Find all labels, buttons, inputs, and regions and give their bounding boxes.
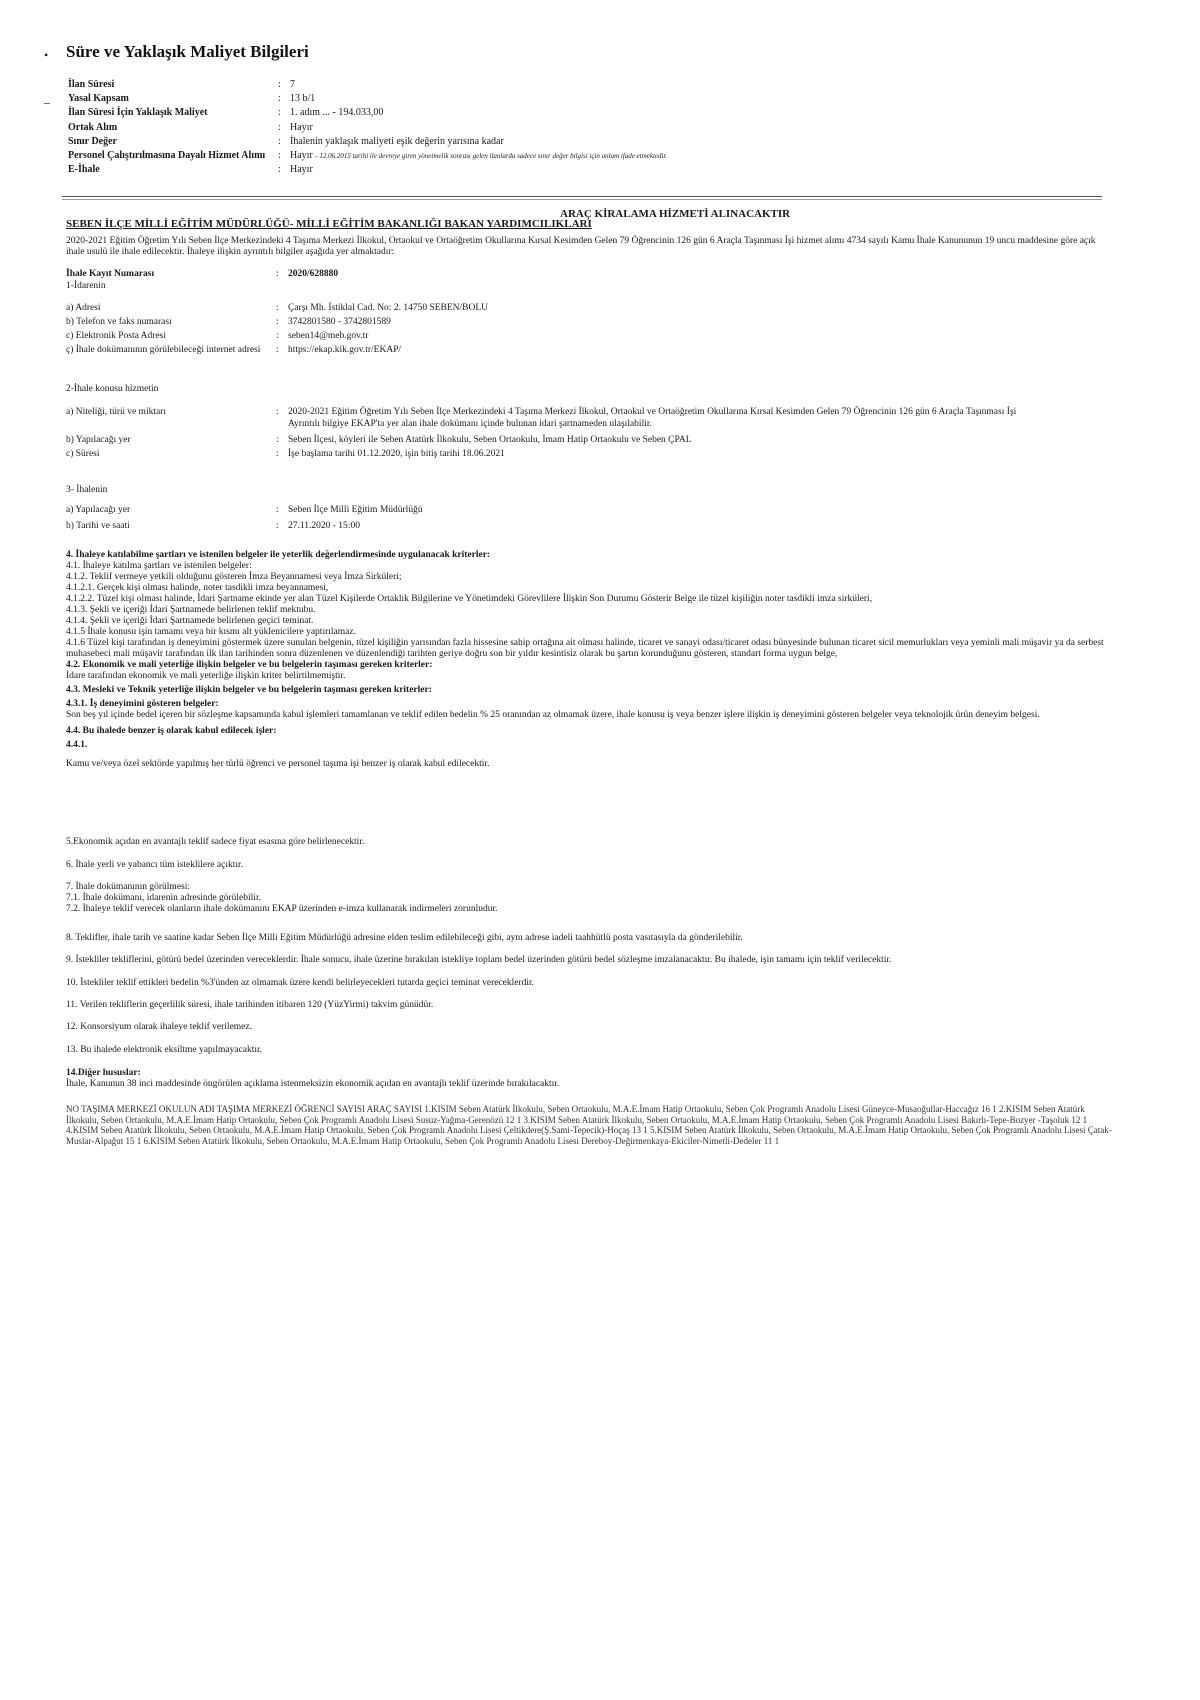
notice-title: ARAÇ KİRALAMA HİZMETİ ALINACAKTIR bbox=[560, 208, 791, 220]
konu-label: c) Süresi bbox=[66, 449, 100, 459]
idare-value: seben14@meb.gov.tr bbox=[288, 331, 369, 341]
konu-header: 2-İhale konusu hizmetin bbox=[66, 384, 159, 394]
section-4-4-title: 4.4. Bu ihalede benzer iş olarak kabul edilecek işler: bbox=[66, 726, 277, 736]
section-4-line: 4.1.3. Şekli ve içeriği İdari Şartnamede belirlenen teklif mektubu. bbox=[66, 605, 316, 615]
info-value: 1. adım ... - 194.033,00 bbox=[290, 107, 384, 119]
info-label: İlan Süresi bbox=[68, 79, 115, 90]
ihale-block: a) Yapılacağı yer : Seben İlçe Milli Eğitim Müdürlüğü b) Tarihi ve saati : 27.11.2020 - 15:00 bbox=[66, 504, 1126, 532]
ihale-label: b) Tarihi ve saati bbox=[66, 521, 130, 531]
info-label: Sınır Değer bbox=[68, 135, 117, 147]
intro-paragraph: 2020-2021 Eğitim Öğretim Yılı Seben İlçe Merkezindeki 4 Taşıma Merkezi İlkokul, Ortaokul ve Ortaöğretim Okullarına Kırsal Kesimden Gelen 79 Öğrencinin 126 gün 6 Araçla Taşınması İşi hizmet alımı 4734 sayılı Kamu İhale Kanununun 19 uncu maddesine göre açık ihale usulü ile ihale edilecektir. İhaleye ilişkin ayrıntılı bilgiler aşağıda yer almaktadır: bbox=[66, 236, 1096, 257]
section-4-line: 4.1.4. Şekli ve içeriği İdari Şartnamede belirlenen geçici teminat. bbox=[66, 616, 314, 626]
info-label: Yasal Kapsam bbox=[68, 93, 129, 105]
section-4-line: 4.1.2. Teklif vermeye yetkili olduğunu gösteren İmza Beyannamesi veya İmza Sirküleri; bbox=[66, 572, 402, 582]
idare-block: a) Adresi : Çarşı Mh. İstiklal Cad. No: 2. 14750 SEBEN/BOLU b) Telefon ve faks numarası : 3742801580 - 3742801589 c) Elektronik Posta Adresi : seben14@meb.gov.tr ç) İhale dokümanının görülebileceği internet adresi : https://ekap.kik.gov.tr/EKAP/ bbox=[66, 302, 1126, 356]
idare-label: ç) İhale dokümanının görülebileceği internet adresi bbox=[66, 345, 261, 355]
info-label: Personel Çalıştırılmasına Dayalı Hizmet Alımı bbox=[68, 149, 266, 161]
section-4-line: 4.1.2.2. Tüzel kişi olması halinde, İdari Şartname ekinde yer alan Tüzel Kişilerde Ortaklık Bilgilerine ve Yönetimdeki Görevlilere İlişkin Son Durumu Gösterir Belge ile tüzel kişiliğin noter tasdikli imza sirküleri, bbox=[66, 594, 873, 604]
section-11: 11. Verilen tekliflerin geçerlilik süresi, ihale tarihinden itibaren 120 (YüzYirmi) takvim günüdür. bbox=[66, 1000, 434, 1010]
section-7-line: 7.2. İhaleye teklif verecek olanların ihale dokümanını EKAP üzerinden e-imza kullanarak indirmeleri zorunludur. bbox=[66, 904, 498, 914]
registration-label: İhale Kayıt Numarası bbox=[66, 269, 155, 279]
section-4-2-text: İdare tarafından ekonomik ve mali yeterliğe ilişkin kriter belirtilmemiştir. bbox=[66, 671, 346, 681]
section-4-title: 4. İhaleye katılabilme şartları ve istenilen belgeler ile yeterlik değerlendirmesinde uygulanacak kriterler: bbox=[66, 550, 491, 560]
info-value: Hayır bbox=[290, 149, 313, 161]
section-4-3-1-title: 4.3.1. İş deneyimini gösteren belgeler: bbox=[66, 699, 219, 709]
info-label: İlan Süresi İçin Yaklaşık Maliyet bbox=[68, 107, 208, 119]
konu-block: a) Niteliği, türü ve miktarı : 2020-2021 Eğitim Öğretim Yılı Seben İlçe Merkezindeki 4 Taşıma Merkezi İlkokul, Ortaokul ve Ortaöğretim Okullarına Kırsal Kesimden Gelen 79 Öğrencinin 126 gün 6 Araçla Taşınması İşi Ayrıntılı bilgiye EKAP'ta yer alan ihale dokümanı içinde bulunan idari şartnameden ulaşılabilir. b) Yapılacağı yer : Seben İlçesi, köyleri ile Seben Atatürk İlkokulu, Seben Ortaokulu, İmam Hatip Ortaokulu ve Seben ÇPAL c) Süresi : İşe başlama tarihi 01.12.2020, işin bitiş tarihi 18.06.2021 bbox=[66, 406, 1126, 460]
section-12: 12. Konsorsiyum olarak ihaleye teklif verilemez. bbox=[66, 1022, 252, 1032]
idare-value: Çarşı Mh. İstiklal Cad. No: 2. 14750 SEBEN/BOLU bbox=[288, 303, 489, 313]
info-value: İhalenin yaklaşık maliyeti eşik değerin yarısına kadar bbox=[290, 135, 504, 147]
konu-value: 2020-2021 Eğitim Öğretim Yılı Seben İlçe Merkezindeki 4 Taşıma Merkezi İlkokul, Ortaokul ve Ortaöğretim Okullarına Kırsal Kesimden Gelen 79 Öğrencinin 126 gün 6 Araçla Taşınması İşi bbox=[288, 407, 1017, 417]
registration-row: İhale Kayıt Numarası : 2020/628880 1-İdarenin bbox=[66, 268, 1126, 292]
registration-number: 2020/628880 bbox=[288, 269, 339, 279]
section-4-2-title: 4.2. Ekonomik ve mali yeterliğe ilişkin belgeler ve bu belgelerin taşıması gereken kriterler: bbox=[66, 660, 433, 670]
section-title: Süre ve Yaklaşık Maliyet Bilgileri bbox=[66, 42, 309, 61]
ihale-value: 27.11.2020 - 15:00 bbox=[288, 521, 360, 531]
info-table bbox=[68, 78, 1128, 177]
konu-label: a) Niteliği, türü ve miktarı bbox=[66, 407, 166, 417]
section-8: 8. Teklifler, ihale tarih ve saatine kadar Seben İlçe Milli Eğitim Müdürlüğü adresine elden teslim edilebileceği gibi, aynı adrese iadeli taahhütlü posta vasıtasıyla da gönderilebilir. bbox=[66, 933, 743, 943]
section-9: 9. İstekliler tekliflerini, götürü bedel üzerinden vereceklerdir. İhale sonucu, ihale üzerine bırakılan istekliye toplam bedel üzerinden götürü bedel sözleşme imzalanacaktır. Bu ihalede, işin tamamı için teklif verilecektir. bbox=[66, 955, 892, 965]
ihale-value: Seben İlçe Milli Eğitim Müdürlüğü bbox=[288, 505, 423, 515]
institution-title: SEBEN İLÇE MİLLİ EĞİTİM MÜDÜRLÜĞÜ- MİLLİ EĞİTİM BAKANLIĞI BAKAN YARDIMCILIKLARI bbox=[66, 218, 592, 230]
konu-value: İşe başlama tarihi 01.12.2020, işin bitiş tarihi 18.06.2021 bbox=[288, 449, 505, 459]
divider bbox=[62, 199, 1102, 200]
divider bbox=[62, 196, 1102, 197]
info-value: Hayır bbox=[290, 164, 313, 176]
ihale-header: 3- İhalenin bbox=[66, 485, 108, 495]
info-row: İlan Süresi : 7 bbox=[68, 78, 1128, 92]
section-14-title: 14.Diğer hususlar: bbox=[66, 1068, 141, 1078]
info-row: Yasal Kapsam : 13 b/1 bbox=[68, 92, 1128, 106]
section-4-line: 4.1.5 İhale konusu işin tamamı veya bir kısmı alt yüklenicilere yaptırılamaz. bbox=[66, 627, 356, 637]
info-row: Sınır Değer : İhalenin yaklaşık maliyeti eşik değerin yarısına kadar bbox=[68, 135, 1128, 149]
info-row: Ortak Alım : Hayır bbox=[68, 121, 1128, 135]
info-value: 13 b/1 bbox=[290, 93, 316, 105]
info-label: Ortak Alım bbox=[68, 121, 118, 133]
idare-label: c) Elektronik Posta Adresi bbox=[66, 331, 166, 341]
section-13: 13. Bu ihalede elektronik eksiltme yapılmayacaktır. bbox=[66, 1045, 263, 1055]
section-7-line: 7.1. İhale dokümanı, idarenin adresinde görülebilir. bbox=[66, 893, 261, 903]
info-row: İlan Süresi İçin Yaklaşık Maliyet : 1. adım ... - 194.033,00 bbox=[68, 106, 1128, 120]
info-value: Hayır bbox=[290, 121, 313, 133]
section-4-3-1-text: Son beş yıl içinde bedel içeren bir sözleşme kapsamında kabul işlemleri tamamlanan ve teklif edilen bedelin % 25 oranından az olmamak üzere, ihale konusu iş veya benzer işlere ilişkin iş deneyimini gösteren belgeler veya teknolojik ürün deneyim belgesi. bbox=[66, 710, 1040, 720]
section-10: 10. İstekliler teklif ettikleri bedelin %3'ünden az olmamak üzere kendi belirleyecekleri tutarda geçici teminat vereceklerdir. bbox=[66, 978, 535, 988]
idare-value: https://ekap.kik.gov.tr/EKAP/ bbox=[288, 345, 402, 355]
info-value: 7 bbox=[290, 79, 295, 90]
section-7 bbox=[66, 882, 1116, 915]
section-4-4-1-text: Kamu ve/veya özel sektörde yapılmış her türlü öğrenci ve personel taşıma işi benzer iş olarak kabul edilecektir. bbox=[66, 759, 490, 769]
section-4-line: 4.1.2.1. Gerçek kişi olması halinde, noter tasdikli imza beyannamesi, bbox=[66, 583, 329, 593]
idare-label: b) Telefon ve faks numarası bbox=[66, 317, 172, 327]
konu-value-detail: Ayrıntılı bilgiye EKAP'ta yer alan ihale dokümanı içinde bulunan idari şartnameden ulaşılabilir. bbox=[288, 419, 652, 429]
info-row: E-İhale : Hayır bbox=[68, 163, 1128, 177]
section-4-3-title: 4.3. Mesleki ve Teknik yeterliğe ilişkin belgeler ve bu belgelerin taşıması gereken kriterler: bbox=[66, 685, 432, 695]
info-note: - 12.06.2015 tarihi ile devreye giren yönetmelik sonrası gelen ilanlarda sadece sınır değer bilgisi için anlam ifade etmektedir. bbox=[315, 151, 668, 160]
section-4-line: 4.1.6 Tüzel kişi tarafından iş deneyimini göstermek üzere sunulan belgenin, tüzel kişiliğin yarısından fazla hissesine sahip ortağına ait olması halinde, ticaret ve sanayi odası/ticaret odası bünyesinde bulunan ticaret sicil memurlukları veya yeminli mali müşavir ya da serbest muhasebeci mali müşavir tarafından ilk ilan tarihinden sonra düzenlenen ve düzenlendiği tarihten geriye doğru son bir yıldır kesintisiz olarak bu şartın korunduğunu gösteren, standart forma uygun belge, bbox=[66, 638, 1104, 659]
ihale-label: a) Yapılacağı yer bbox=[66, 505, 131, 515]
section-7-line: 7. İhale dokümanının görülmesi: bbox=[66, 882, 191, 892]
konu-value: Seben İlçesi, köyleri ile Seben Atatürk İlkokulu, Seben Ortaokulu, İmam Hatip Ortaokulu ve Seben ÇPAL bbox=[288, 435, 692, 445]
info-label: E-İhale bbox=[68, 164, 100, 176]
section-4 bbox=[66, 550, 1116, 770]
idare-value: 3742801580 - 3742801589 bbox=[288, 317, 391, 327]
bullet-mark: • bbox=[44, 48, 49, 62]
info-row: Personel Çalıştırılmasına Dayalı Hizmet Alımı : Hayır - 12.06.2015 tarihi ile devreye giren yönetmelik sonrası gelen ilanlarda sadece sınır değer bilgisi için anlam ifade etmektedir. bbox=[68, 149, 1128, 163]
section-14-text: İhale, Kanunun 38 inci maddesinde öngörülen açıklama istenmeksizin ekonomik açıdan en avantajlı teklif üzerinde bırakılacaktır. bbox=[66, 1079, 560, 1089]
footer-table-text: NO TAŞIMA MERKEZİ OKULUN ADI TAŞIMA MERKEZİ ÖĞRENCİ SAYISI ARAÇ SAYISI 1.KISIM Seben Atatürk İlkokulu, Seben Ortaokulu, M.A.E.İmam Hatip Ortaokulu, Seben Çok Programlı Anadolu Lisesi Güneyce-Musaoğullar-Haccağız 16 1 2.KISIM Seben Atatürk İlkokulu, Seben Ortaokulu, M.A.E.İmam Hatip Ortaokulu, Seben Çok Programlı Anadolu Lisesi Susuz-Yağma-Gerenözü 12 1 3.KISIM Seben Atatürk İlkokulu, Seben Ortaokulu, M.A.E.İmam Hatip Ortaokulu, Seben Çok Programlı Anadolu Lisesi Bakırlı-Tepe-Bozyer -Taşoluk 12 1 4.KISIM Seben Atatürk İlkokulu, Seben Ortaokulu, M.A.E.İmam Hatip Ortaokulu, Seben Çok Programlı Anadolu Lisesi Çeltikdere(Ş.Sami-Tepecik)-Hoçaş 13 1 5.KISIM Seben Atatürk İlkokulu, Seben Ortaokulu, M.A.E.İmam Hatip Ortaokulu, Seben Çok Programlı Anadolu Lisesi Çatak-Muslar-Alpağut 15 1 6.KISIM Seben Atatürk İlkokulu, Seben Ortaokulu, M.A.E.İmam Hatip Ortaokulu, Seben Çok Programlı Anadolu Lisesi Dereboy-Değirmenkaya-Ekiciler-Nimetli-Dedeler 11 1 bbox=[66, 1104, 1112, 1146]
section-14 bbox=[66, 1068, 1116, 1090]
dash-mark: – bbox=[44, 95, 50, 109]
section-4-line: 4.1. İhaleye katılma şartları ve istenilen belgeler: bbox=[66, 561, 252, 571]
section-6: 6. İhale yerli ve yabancı tüm isteklilere açıktır. bbox=[66, 860, 244, 870]
konu-label: b) Yapılacağı yer bbox=[66, 435, 131, 445]
idare-header: 1-İdarenin bbox=[66, 281, 106, 291]
section-5: 5.Ekonomik açıdan en avantajlı teklif sadece fiyat esasına göre belirlenecektir. bbox=[66, 837, 365, 847]
idare-label: a) Adresi bbox=[66, 303, 101, 313]
section-4-4-1-title: 4.4.1. bbox=[66, 740, 88, 750]
